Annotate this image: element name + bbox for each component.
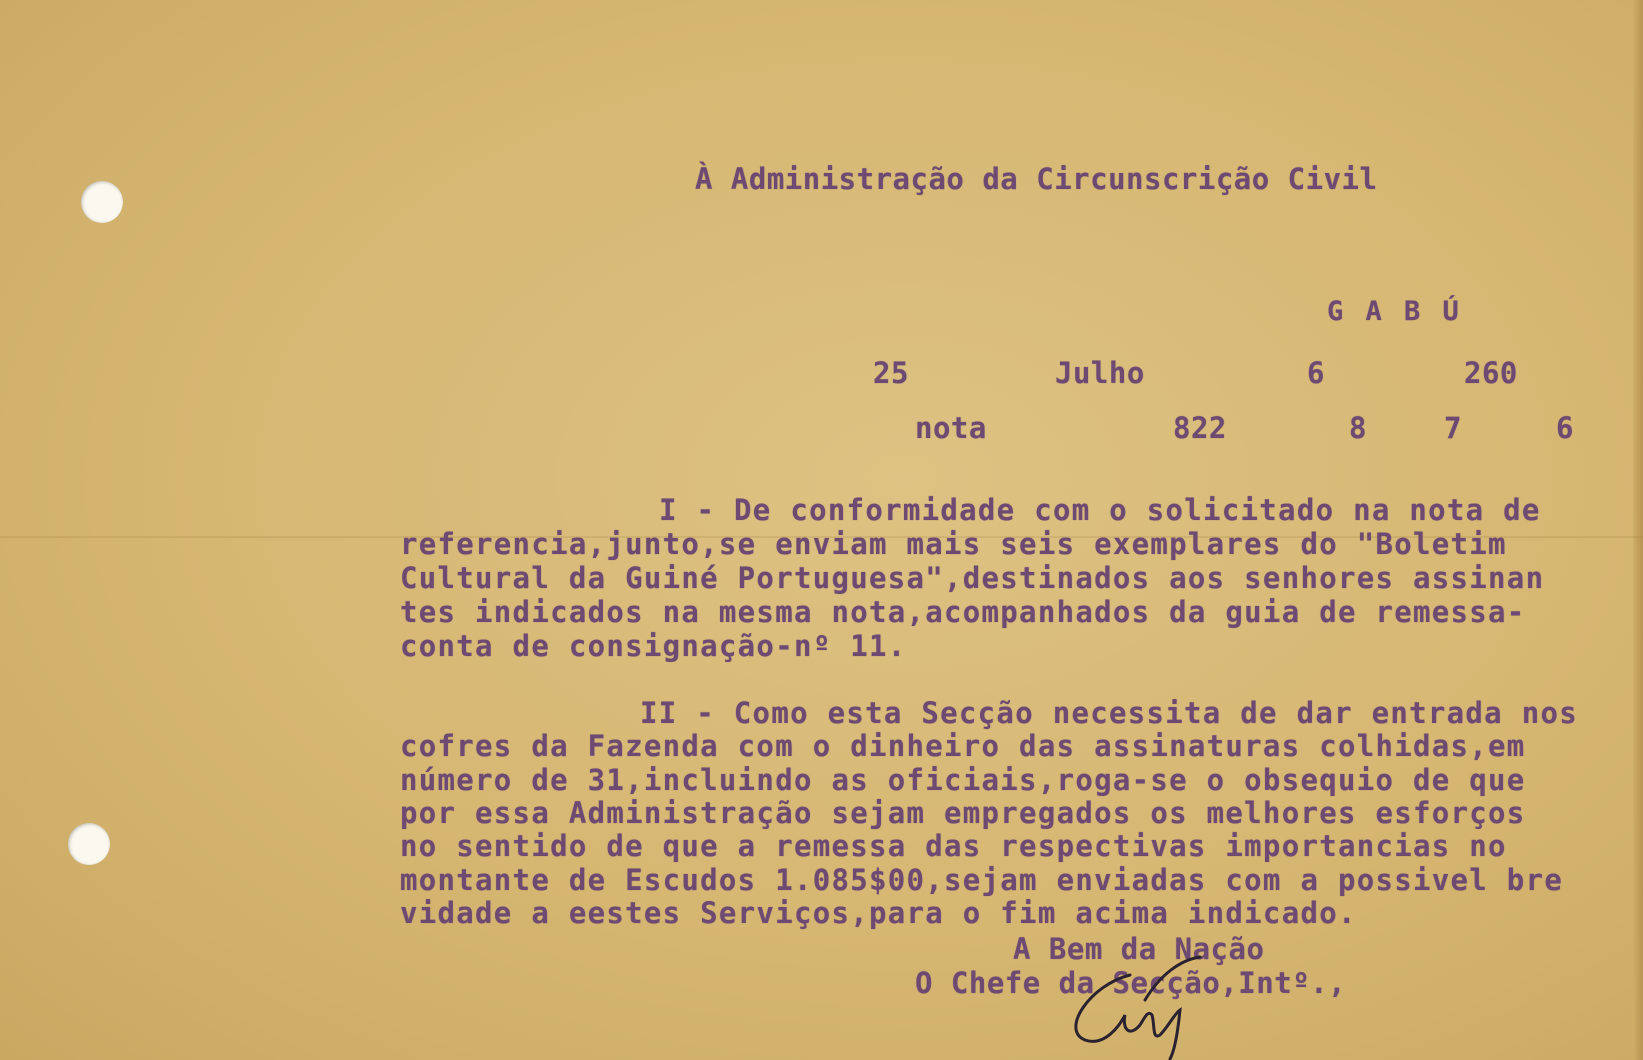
signatory-line: O Chefe da Secção,Intº., bbox=[915, 966, 1347, 1000]
ref-r1: 6 bbox=[1307, 356, 1325, 390]
para2-line: vidade a eestes Serviços,para o fim acima indicado. bbox=[400, 896, 1357, 930]
para2-line: II - Como esta Secção necessita de dar entrada nos bbox=[640, 696, 1578, 730]
ref-r2: 260 bbox=[1464, 356, 1518, 390]
para1-line: referencia,junto,se enviam mais seis exemplares do "Boletim bbox=[400, 527, 1507, 561]
para1-line: Cultural da Guiné Portuguesa",destinados aos senhores assinan bbox=[400, 561, 1545, 595]
para2-line: número de 31,incluindo as oficiais,roga-se o obsequio de que bbox=[400, 763, 1526, 797]
ref-nota-label: nota bbox=[915, 411, 987, 445]
paper-edge bbox=[1633, 0, 1643, 1060]
punch-hole-top bbox=[81, 181, 123, 223]
para2-line: por essa Administração sejam empregados os melhores esforços bbox=[400, 796, 1526, 830]
para2-line: montante de Escudos 1.085$00,sejam enviadas com a possivel bre bbox=[400, 863, 1564, 897]
closing-line: A Bem da Nação bbox=[1013, 932, 1265, 966]
para1-line: I - De conformidade com o solicitado na nota de bbox=[659, 493, 1541, 527]
handwritten-signature bbox=[1060, 955, 1240, 1060]
ref-month: Julho bbox=[1055, 356, 1145, 390]
ref-n1: 822 bbox=[1173, 411, 1227, 445]
ref-n2: 8 bbox=[1349, 411, 1367, 445]
ref-n4: 6 bbox=[1556, 411, 1574, 445]
ref-day: 25 bbox=[873, 356, 909, 390]
para2-line: no sentido de que a remessa das respectivas importancias no bbox=[400, 829, 1507, 863]
addressee: À Administração da Circunscrição Civil bbox=[695, 162, 1378, 196]
ref-n3: 7 bbox=[1444, 411, 1462, 445]
para1-line: conta de consignação-nº 11. bbox=[400, 629, 907, 663]
place-name: G A B Ú bbox=[1327, 296, 1462, 327]
punch-hole-bottom bbox=[68, 823, 110, 865]
para2-line: cofres da Fazenda com o dinheiro das assinaturas colhidas,em bbox=[400, 729, 1526, 763]
para1-line: tes indicados na mesma nota,acompanhados da guia de remessa- bbox=[400, 595, 1526, 629]
